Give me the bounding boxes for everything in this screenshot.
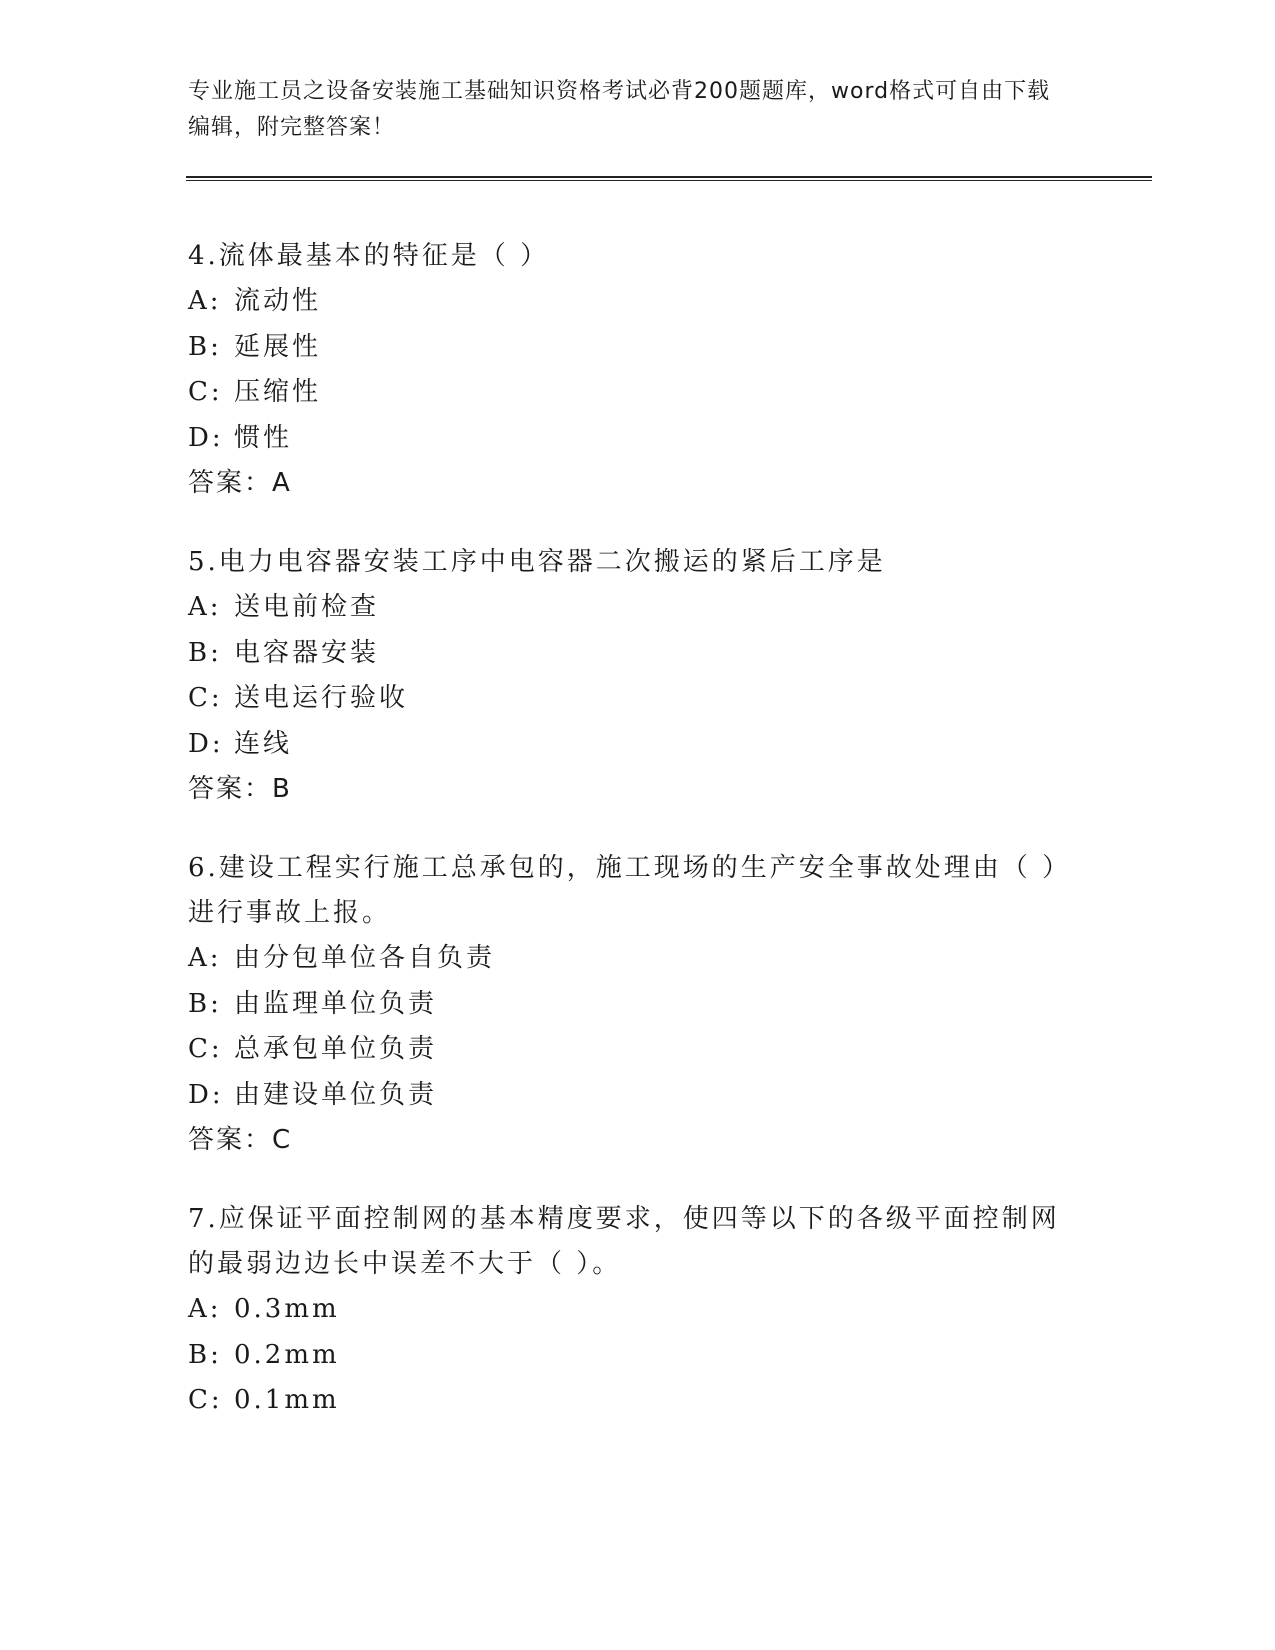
answer-value: B xyxy=(272,774,290,804)
answer-value: A xyxy=(272,468,290,498)
option-letter: A: xyxy=(188,592,222,622)
option-letter: D: xyxy=(188,1079,224,1110)
option-text: 由监理单位负责 xyxy=(234,988,438,1019)
option-letter: D: xyxy=(188,728,224,759)
option-text: 送电前检查 xyxy=(234,592,380,622)
option-a xyxy=(188,585,1088,631)
question-title: 7.应保证平面控制网的基本精度要求，使四等以下的各级平面控制网的最弱边边长中误差不大于（ ）。 xyxy=(188,1204,1060,1279)
option-b xyxy=(188,982,1088,1028)
answer-line xyxy=(188,1118,1088,1163)
option-c xyxy=(188,676,1088,722)
option-b xyxy=(188,325,1088,371)
answer-value: C xyxy=(272,1125,291,1155)
question-title: 5.电力电容器安装工序中电容器二次搬运的紧后工序是 xyxy=(188,547,886,577)
answer-line xyxy=(188,767,1088,812)
option-text: 由建设单位负责 xyxy=(234,1079,438,1110)
document-header: 专业施工员之设备安装施工基础知识资格考试必背200题题库，word格式可自由下载编辑，附完整答案！ xyxy=(188,79,1051,140)
question-7 xyxy=(188,1197,1088,1424)
answer-label: 答案： xyxy=(188,468,273,498)
question-title: 4.流体最基本的特征是（ ） xyxy=(188,241,550,271)
option-d xyxy=(188,722,1088,768)
option-d xyxy=(188,1073,1088,1119)
question-title: 6.建设工程实行施工总承包的，施工现场的生产安全事故处理由（ ）进行事故上报。 xyxy=(188,853,1072,928)
option-a xyxy=(188,936,1088,982)
question-6 xyxy=(188,846,1088,1163)
option-d xyxy=(188,416,1088,462)
option-letter: C: xyxy=(188,1385,223,1415)
option-text: 总承包单位负责 xyxy=(234,1034,438,1064)
option-text: 0.1mm xyxy=(234,1385,340,1415)
option-text: 0.3mm xyxy=(234,1294,340,1324)
option-letter: A: xyxy=(188,1294,222,1324)
option-text: 惯性 xyxy=(234,422,293,453)
option-letter: D: xyxy=(188,422,224,453)
option-letter: A: xyxy=(188,286,222,316)
option-text: 延展性 xyxy=(234,331,322,362)
option-text: 压缩性 xyxy=(234,377,322,407)
question-list xyxy=(188,234,1088,1458)
answer-line xyxy=(188,461,1088,506)
option-text: 送电运行验收 xyxy=(234,683,409,713)
option-letter: C: xyxy=(188,1034,223,1064)
option-letter: C: xyxy=(188,377,223,407)
option-letter: B: xyxy=(188,637,222,668)
option-b xyxy=(188,1333,1088,1379)
option-a xyxy=(188,1287,1088,1333)
option-letter: B: xyxy=(188,988,222,1019)
answer-label: 答案： xyxy=(188,1125,273,1155)
question-4 xyxy=(188,234,1088,506)
option-text: 电容器安装 xyxy=(234,637,380,668)
header-divider xyxy=(186,176,1152,181)
option-text: 由分包单位各自负责 xyxy=(234,943,496,973)
answer-label: 答案： xyxy=(188,774,273,804)
option-letter: B: xyxy=(188,331,222,362)
option-text: 流动性 xyxy=(234,286,322,316)
option-letter: C: xyxy=(188,683,223,713)
option-a xyxy=(188,279,1088,325)
option-b xyxy=(188,631,1088,677)
option-text: 连线 xyxy=(234,728,293,759)
option-c xyxy=(188,1378,1088,1424)
option-letter: A: xyxy=(188,943,222,973)
option-text: 0.2mm xyxy=(234,1339,340,1370)
question-5 xyxy=(188,540,1088,812)
option-c xyxy=(188,370,1088,416)
option-c xyxy=(188,1027,1088,1073)
option-letter: B: xyxy=(188,1339,222,1370)
